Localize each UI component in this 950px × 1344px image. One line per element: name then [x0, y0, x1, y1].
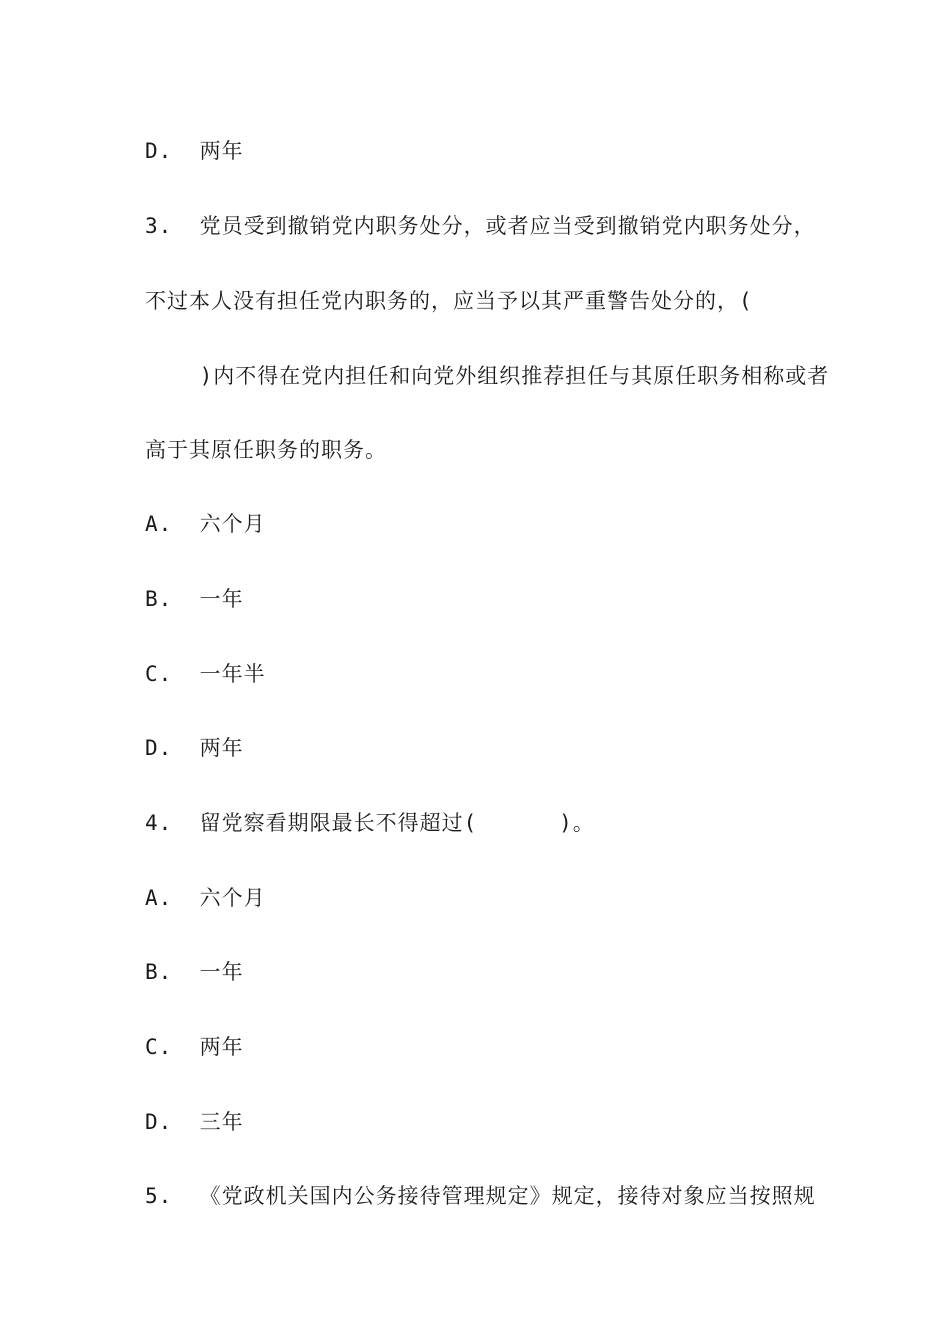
option-4b: B. 一年: [145, 960, 244, 984]
option-3c: C. 一年半: [145, 662, 266, 686]
question-3-line-3: )内不得在党内担任和向党外组织推荐担任与其原任职务相称或者: [145, 364, 830, 388]
question-3-line-2: 不过本人没有担任党内职务的，应当予以其严重警告处分的，(: [145, 289, 753, 313]
option-4d: D. 三年: [145, 1110, 244, 1134]
question-3-line-1: 3. 党员受到撤销党内职务处分，或者应当受到撤销党内职务处分，: [145, 214, 816, 238]
question-5-line-1: 5. 《党政机关国内公务接待管理规定》规定，接待对象应当按照规: [145, 1184, 816, 1208]
question-4: 4. 留党察看期限最长不得超过( )。: [145, 811, 595, 835]
option-3b: B. 一年: [145, 587, 244, 611]
option-3d: D. 两年: [145, 736, 244, 760]
option-2d: D. 两年: [145, 139, 244, 163]
option-4a: A. 六个月: [145, 886, 266, 910]
option-3a: A. 六个月: [145, 512, 266, 536]
question-3-line-4: 高于其原任职务的职务。: [145, 438, 387, 462]
option-4c: C. 两年: [145, 1035, 244, 1059]
